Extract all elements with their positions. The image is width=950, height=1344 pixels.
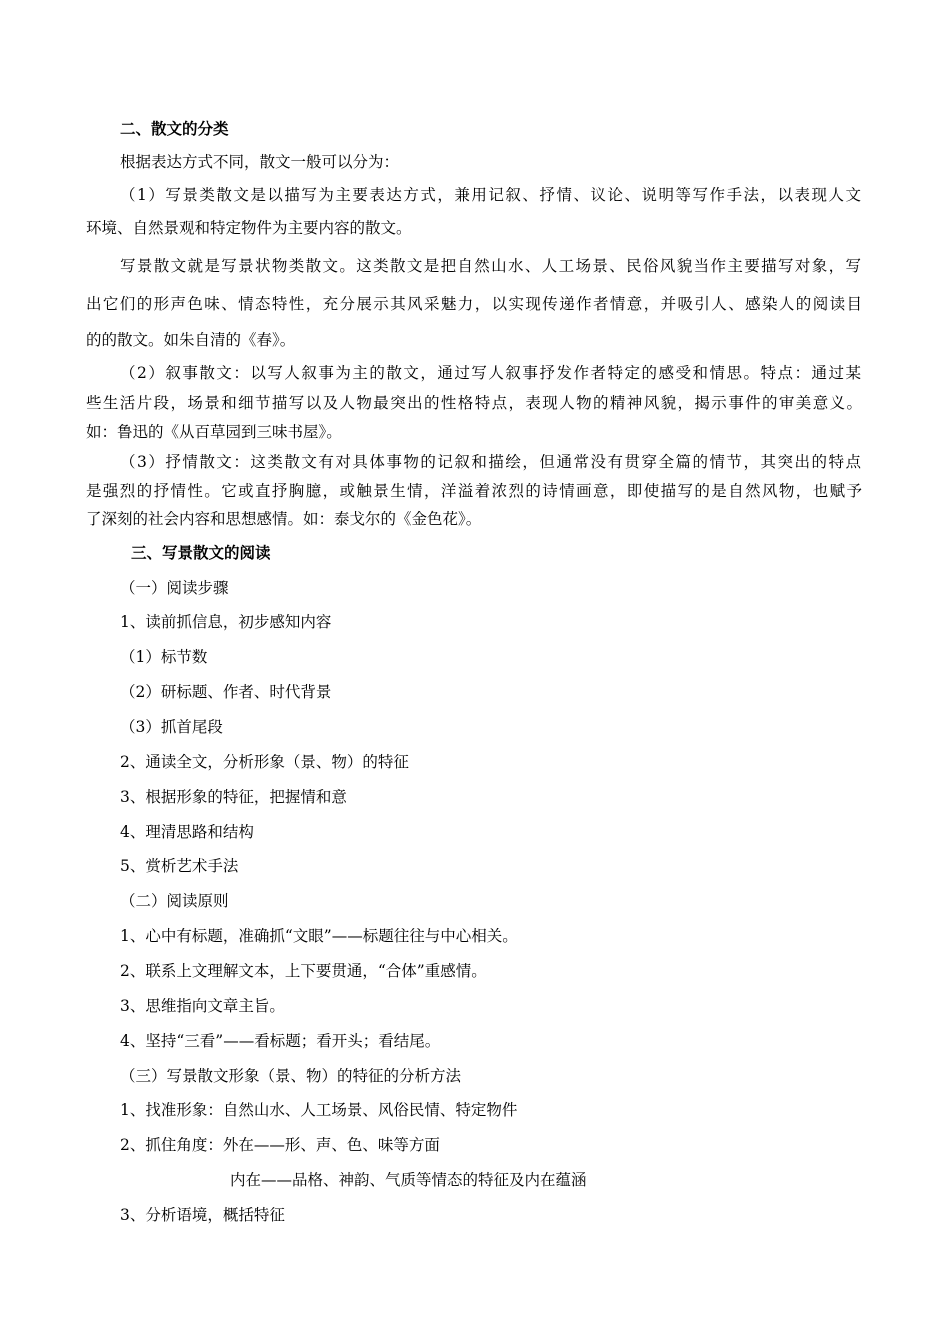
analysis-method-title: （三）写景散文形象（景、物）的特征的分析方法: [120, 1067, 462, 1085]
reading-principles-title: （二）阅读原则: [120, 892, 229, 910]
step-2: 2、通读全文，分析形象（景、物）的特征: [120, 753, 409, 771]
method-2: 2、抓住角度：外在——形、声、色、味等方面: [120, 1136, 440, 1154]
step-5: 5、赏析艺术手法: [120, 857, 239, 875]
principle-2: 2、联系上文理解文本，上下要贯通，“合体”重感情。: [120, 962, 487, 980]
reading-steps-title: （一）阅读步骤: [120, 579, 229, 597]
method-1: 1、找准形象：自然山水、人工场景、风俗民情、特定物件: [120, 1101, 518, 1119]
paragraph-1-line-2: 环境、自然景观和特定物件为主要内容的散文。: [86, 219, 412, 237]
paragraph-2-line-2: 出它们的形声色味、情态特性，充分展示其风采魅力，以实现传递作者情意，并吸引人、感染人的阅读目: [86, 295, 862, 313]
paragraph-3-line-2: 些生活片段，场景和细节描写以及人物最突出的性格特点，表现人物的精神风貌，揭示事件的审美意义。: [86, 394, 862, 412]
principle-1: 1、心中有标题，准确抓“文眼”——标题往往与中心相关。: [120, 927, 518, 945]
step-1b: （2）研标题、作者、时代背景: [120, 683, 332, 701]
principle-4: 4、坚持“三看”——看标题；看开头；看结尾。: [120, 1032, 441, 1050]
step-1: 1、读前抓信息，初步感知内容: [120, 613, 332, 631]
step-4: 4、理清思路和结构: [120, 823, 254, 841]
principle-3: 3、思维指向文章主旨。: [120, 997, 285, 1015]
step-1a: （1）标节数: [120, 648, 208, 666]
section-2-heading: 二、散文的分类: [120, 119, 229, 138]
paragraph-4-line-1: （3）抒情散文：这类散文有对具体事物的记叙和描绘，但通常没有贯穿全篇的情节，其突出的特点: [120, 453, 861, 471]
section-3-heading: 三、写景散文的阅读: [131, 543, 271, 562]
step-1c: （3）抓首尾段: [120, 718, 223, 736]
paragraph-4-line-2: 是强烈的抒情性。它或直抒胸臆，或触景生情，洋溢着浓烈的诗情画意，即使描写的是自然风物，也赋予: [86, 482, 862, 500]
paragraph-1-line-1: （1）写景类散文是以描写为主要表达方式，兼用记叙、抒情、议论、说明等写作手法，以表现人文: [120, 186, 861, 204]
paragraph-3-line-3: 如：鲁迅的《从百草园到三味书屋》。: [86, 423, 342, 441]
method-2-inner: 内在——品格、神韵、气质等情态的特征及内在蕴涵: [230, 1171, 587, 1189]
paragraph-2-line-1: 写景散文就是写景状物类散文。这类散文是把自然山水、人工场景、民俗风貌当作主要描写对象，写: [120, 257, 861, 275]
paragraph-4-line-3: 了深刻的社会内容和思想感情。如：泰戈尔的《金色花》。: [86, 510, 482, 528]
method-3: 3、分析语境，概括特征: [120, 1206, 285, 1224]
paragraph-2-line-3: 的的散文。如朱自清的《春》。: [86, 331, 296, 349]
step-3: 3、根据形象的特征，把握情和意: [120, 788, 347, 806]
paragraph-3-line-1: （2）叙事散文：以写人叙事为主的散文，通过写人叙事抒发作者特定的感受和情思。特点：通过某: [120, 364, 861, 382]
section-2-intro: 根据表达方式不同，散文一般可以分为：: [120, 153, 400, 171]
